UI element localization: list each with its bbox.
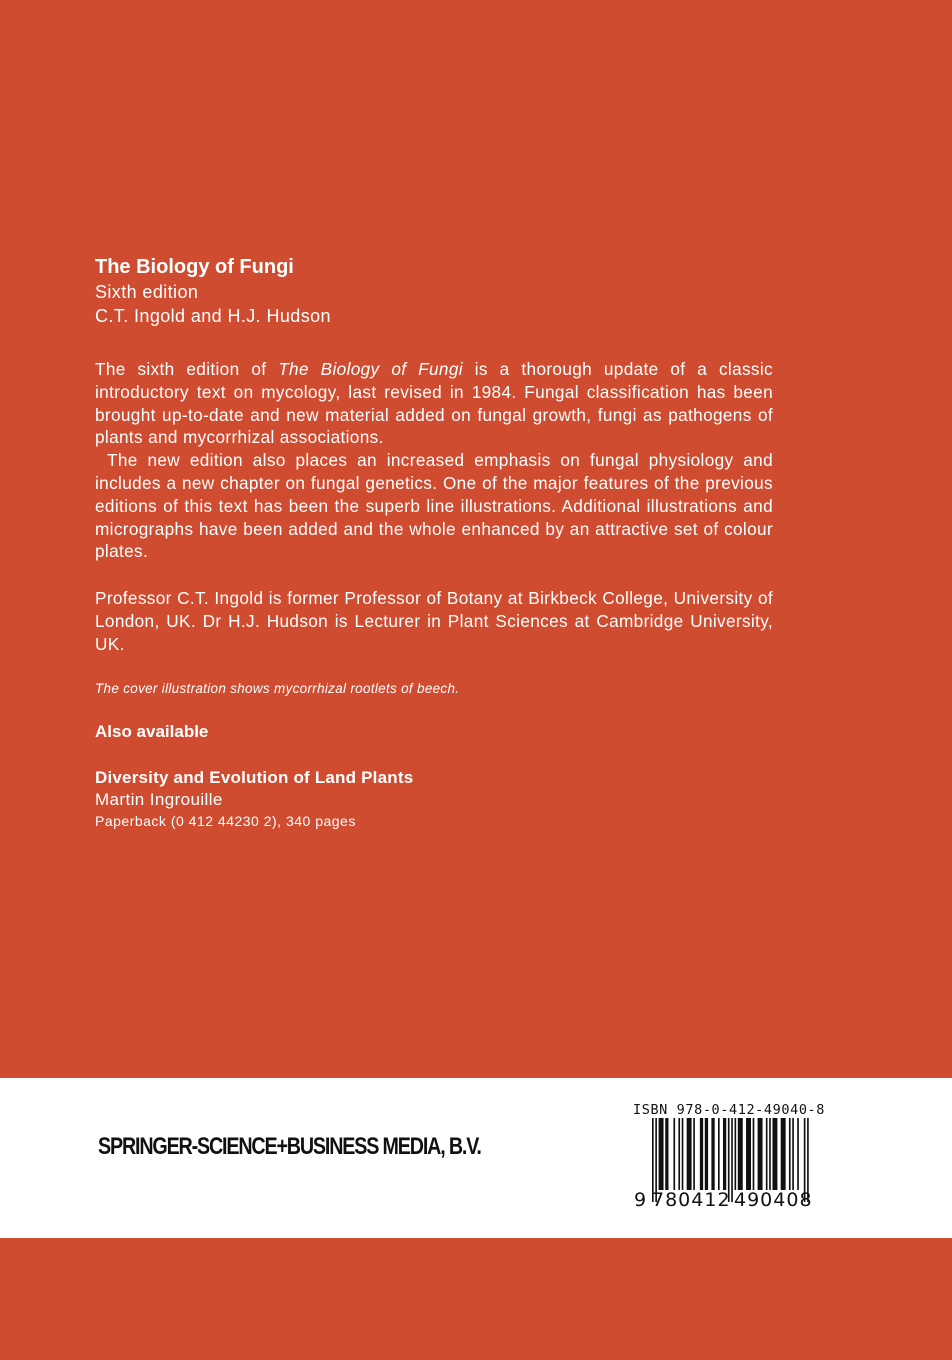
description-p1-end: is a thorough update of a classic introductory text on mycology, last revised in 1984. Fungal classification has been brought up-to-date and new material added on fungal growth, fungi as pathogens of plants and mycorrhizal associations.: [95, 359, 773, 448]
barcode-digits-right: 490408: [734, 1189, 813, 1211]
description-paragraph-1: [95, 358, 773, 449]
related-book-author: Martin Ingrouille: [95, 789, 223, 809]
barcode-bar: [693, 1118, 695, 1190]
isbn-label: ISBN 978-0-412-49040-8: [633, 1102, 826, 1118]
barcode-bar: [718, 1118, 720, 1190]
barcode-bar: [792, 1118, 794, 1190]
description-p1-start: The sixth edition of: [95, 359, 279, 379]
also-available-heading: Also available: [95, 721, 209, 741]
related-book-info: Paperback (0 412 44230 2), 340 pages: [95, 812, 356, 829]
barcode-bar: [772, 1118, 777, 1190]
barcode-bar: [781, 1118, 786, 1190]
barcode-bar: [753, 1118, 755, 1190]
barcode-bar: [711, 1118, 714, 1190]
publisher-name: SPRINGER-SCIENCE+BUSINESS MEDIA, B.V.: [98, 1133, 481, 1160]
barcode-bar: [723, 1118, 726, 1190]
back-cover-text: [95, 254, 773, 830]
barcode-bar: [789, 1118, 791, 1190]
barcode-bar: [746, 1118, 751, 1190]
description-paragraph-2: The new edition also places an increased emphasis on fungal physiology and includes a new chapter on fungal genetics. One of the major features of the previous editions of this text has been the superb line illustrations. Additional illustrations and micrographs have been added and the whole enhanced by an attractive set of colour plates.: [95, 450, 773, 562]
description-p1-title: The Biology of Fungi: [278, 359, 463, 379]
cover-illustration-note: The cover illustration shows mycorrhizal rootlets of beech.: [95, 680, 460, 696]
barcode-bar: [687, 1118, 692, 1190]
barcode-bar: [659, 1118, 664, 1190]
barcode-bar: [700, 1118, 703, 1190]
barcode-bar: [738, 1118, 743, 1190]
related-book-title: Diversity and Evolution of Land Plants: [95, 767, 414, 787]
barcode-guard-bar: [731, 1118, 733, 1202]
barcode-bar: [673, 1118, 675, 1190]
barcode-digits-left: 780412: [652, 1189, 731, 1211]
author-bio-paragraph: Professor C.T. Ingold is former Professor of Botany at Birkbeck College, University of London, UK. Dr H.J. Hudson is Lecturer in Plant Sciences at Cambridge University, UK.: [95, 588, 773, 654]
barcode-bar: [766, 1118, 768, 1190]
barcode-bar: [797, 1118, 799, 1190]
barcode-bar: [665, 1118, 668, 1190]
book-title: The Biology of Fungi: [95, 256, 294, 278]
barcode-bar: [705, 1118, 708, 1190]
book-authors: C.T. Ingold and H.J. Hudson: [95, 306, 331, 326]
book-edition: Sixth edition: [95, 282, 199, 302]
barcode-digit-first: 9: [634, 1189, 647, 1211]
barcode-bar: [758, 1118, 763, 1190]
barcode-bar: [735, 1118, 737, 1190]
barcode-bar: [678, 1118, 680, 1190]
barcode-bar: [769, 1118, 771, 1190]
barcode-bar: [682, 1118, 684, 1190]
